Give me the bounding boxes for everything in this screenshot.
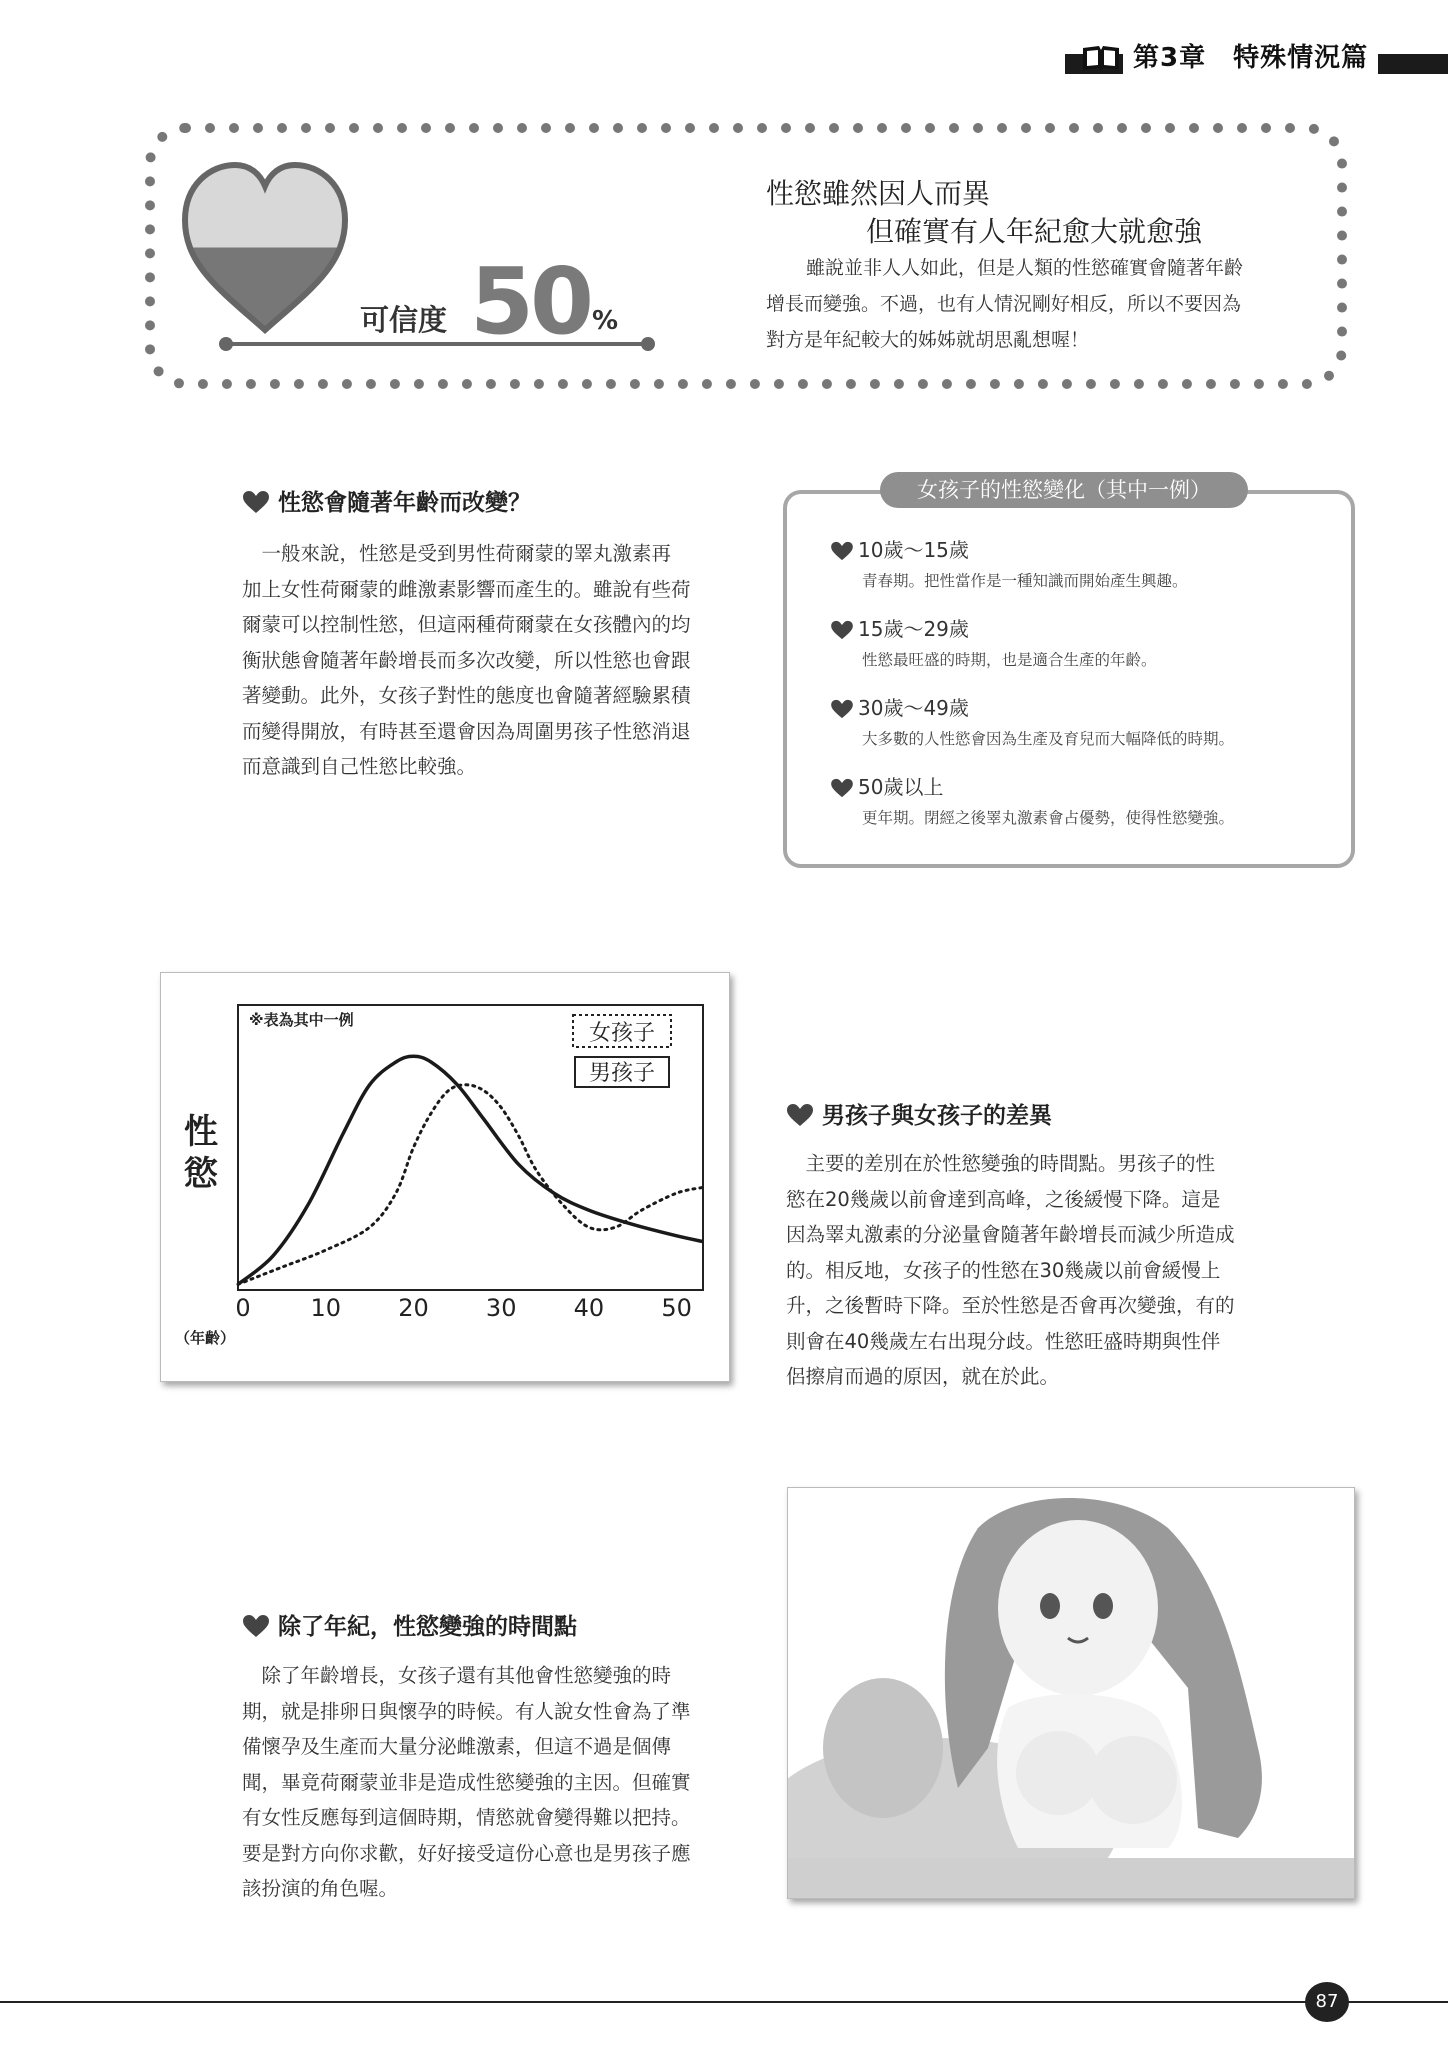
x-tick-label: 0 [235,1294,251,1322]
age-item-desc: 大多數的人性慾會因為生產及育兒而大幅降低的時期。 [862,730,1235,748]
body-line: 爾蒙可以控制性慾，但這兩種荷爾蒙在女孩體內的均 [242,613,691,636]
top-body [766,250,1286,358]
body-line: 而意識到自己性慾比較強。 [242,755,477,778]
body-line: 而變得開放，有時甚至還會因為周圍男孩子性慾消退 [242,719,691,743]
y-axis-label-char: 慾 [184,1154,218,1194]
reliability-unit: % [592,306,619,336]
body-line: 慾在20幾歲以前會達到高峰，之後緩慢下降。這是 [786,1187,1221,1211]
age-item-desc: 更年期。閉經之後睪丸激素會占優勢，使得性慾變強。 [862,809,1235,827]
section-diff-title [786,1097,1052,1130]
chapter-title: 第3章 特殊情況篇 [1123,40,1378,76]
heart-icon [786,1103,814,1127]
age-item-label [830,771,1330,800]
illustration [787,1487,1355,1899]
reliability-value: 50 [470,248,591,355]
section-timing-title-text: 除了年紀，性慾變強的時間點 [278,1614,577,1640]
top-body-line: 對方是年紀較大的姊姊就胡思亂想喔！ [766,329,1090,351]
reliability-label: 可信度 [360,303,448,337]
heart-meter-icon [180,160,350,340]
body-line: 侶擦肩而過的原因，就在於此。 [786,1365,1060,1388]
heart-icon [830,699,854,719]
reliability-box [130,110,1360,400]
legend-label-girl: 女孩子 [588,1021,656,1046]
legend-label-boy: 男孩子 [588,1061,656,1086]
plot-area [238,1005,703,1290]
body-line: 則會在40幾歲左右出現分歧。性慾旺盛時期與性伴 [786,1329,1221,1353]
age-item-label [830,613,1330,642]
age-item [830,534,1330,591]
body-line: 該扮演的角色喔。 [242,1877,399,1900]
x-tick-label: 40 [573,1294,605,1322]
age-item [830,771,1330,828]
y-axis-label-char: 性 [184,1112,218,1152]
body-line: 期，就是排卵日與懷孕的時候。有人說女性會為了準 [242,1699,691,1723]
x-axis-label: （年齡） [175,1329,236,1347]
series-line-girl [238,1085,703,1285]
page-number: 87 [1305,1982,1349,2022]
body-line: 除了年齡增長，女孩子還有其他會性慾變強的時 [242,1664,672,1687]
chart-note: ※表為其中一例 [249,1011,354,1029]
body-line: 有女性反應每到這個時期，情慾就會變得難以把持。 [242,1806,691,1829]
age-item-desc: 性慾最旺盛的時期，也是適合生產的年齡。 [862,651,1157,669]
age-label-text: 15歲～29歲 [858,617,969,641]
heart-icon [242,1614,270,1638]
series-line-boy [238,1056,703,1284]
top-body-line: 雖說並非人人如此，但是人類的性慾確實會隨著年齡 [806,257,1244,279]
top-heading-line1: 性慾雖然因人而異 [766,177,991,210]
heart-icon [830,541,854,561]
heart-icon [830,778,854,798]
illustration-art [788,1488,1354,1898]
age-label-text: 50歲以上 [858,775,944,799]
age-item [830,613,1330,670]
age-item [830,692,1330,749]
heart-icon [830,620,854,640]
chart-svg [161,973,729,1381]
x-tick-label: 30 [485,1294,517,1322]
body-line: 聞，畢竟荷爾蒙並非是造成性慾變強的主因。但確實 [242,1770,691,1794]
age-label-text: 10歲～15歲 [858,538,969,562]
section-age-title-text: 性慾會隨著年齡而改變？ [278,490,531,516]
section-age-title [242,484,531,517]
footer-rule [0,2001,1448,2003]
section-timing-body [242,1658,727,1907]
body-line: 要是對方向你求歡，好好接受這份心意也是男孩子應 [242,1841,691,1865]
age-label-text: 30歲～49歲 [858,696,969,720]
body-line: 衡狀態會隨著年齡增長而多次改變，所以性慾也會跟 [242,648,691,672]
body-line: 備懷孕及生產而大量分泌雌激素，但這不過是個傳 [242,1735,672,1758]
body-line: 因為睪丸激素的分泌量會隨著年齡增長而減少所造成 [786,1223,1235,1246]
body-line: 的。相反地，女孩子的性慾在30幾歲以前會緩慢上 [786,1258,1221,1282]
x-tick-label: 20 [398,1294,429,1322]
section-timing-title [242,1608,577,1641]
body-line: 加上女性荷爾蒙的雌激素影響而產生的。雖說有些荷 [242,577,691,601]
x-tick-label: 10 [310,1294,342,1322]
open-book-icon [1081,44,1121,72]
age-item-label [830,534,1330,563]
age-item-desc: 青春期。把性當作是一種知識而開始產生興趣。 [862,572,1188,590]
body-line: 著變動。此外，女孩子對性的態度也會隨著經驗累積 [242,684,691,707]
section-age-body [242,536,722,785]
x-tick-label: 50 [661,1294,692,1322]
section-diff-body [786,1146,1276,1395]
body-line: 主要的差別在於性慾變強的時間點。男孩子的性 [786,1152,1216,1175]
body-line: 升，之後暫時下降。至於性慾是否會再次變強，有的 [786,1294,1235,1317]
heart-icon [242,490,270,514]
section-diff-title-text: 男孩子與女孩子的差異 [822,1103,1052,1129]
libido-chart [160,972,730,1382]
age-item-label [830,692,1330,721]
top-heading-line2: 但確實有人年紀愈大就愈強 [866,215,1203,248]
top-body-line: 增長而變強。不過，也有人情況剛好相反，所以不要因為 [766,293,1242,315]
age-box-title: 女孩子的性慾變化（其中一例） [880,472,1248,508]
chapter-header [1065,40,1448,76]
body-line: 一般來說，性慾是受到男性荷爾蒙的睪丸激素再 [242,542,672,565]
